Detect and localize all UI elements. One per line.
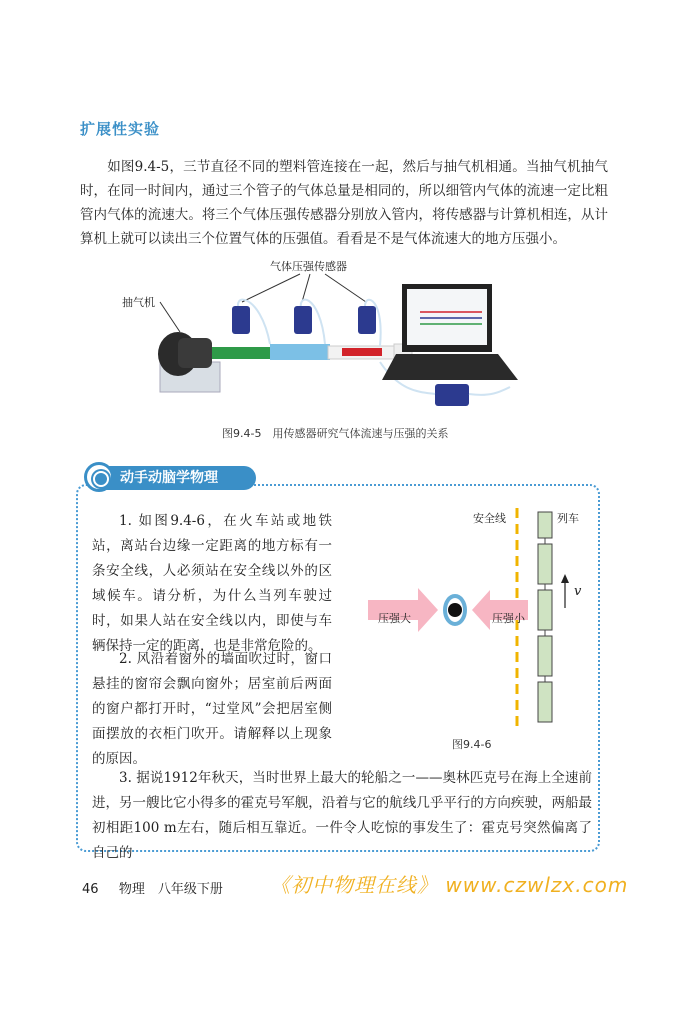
- book-title: 物理 八年级下册: [118, 882, 223, 897]
- figure-9-4-5-caption: 图9.4-5 用传感器研究气体流速与压强的关系: [222, 427, 449, 440]
- watermark: 《初中物理在线》 www.czwlzx.com: [270, 873, 629, 897]
- activity-title: 动手动脑学物理: [86, 466, 256, 490]
- safety-line-label: 安全线: [473, 512, 506, 525]
- target-icon: [93, 471, 109, 487]
- question-1: 1. 如图9.4-6，在火车站或地铁站，离站台边缘一定距离的地方标有一条安全线，人必须站在安全线以外的区域候车。请分析，为什么当列车驶过时，如果人站在安全线以内，即使与车辆保持一定的距离，也是非常危险的。: [92, 513, 332, 654]
- pressure-low-label: 压强小: [492, 612, 525, 625]
- footer: [82, 878, 223, 897]
- velocity-label: v: [574, 584, 582, 599]
- figure-9-4-6-caption: 图9.4-6: [452, 738, 492, 751]
- experiment-illustration: [120, 262, 540, 412]
- figure-9-4-5: [120, 262, 540, 412]
- pump-label: 抽气机: [122, 296, 155, 309]
- sensor-label: 气体压强传感器: [270, 260, 347, 273]
- figure-9-4-6: [360, 508, 590, 751]
- section-title: 扩展性实验: [80, 120, 161, 138]
- intro-paragraph: 如图9.4-5，三节直径不同的塑料管连接在一起，然后与抽气机相通。当抽气机抽气时，在同一时间内，通过三个管子的气体总量是相同的，所以细管内气体的流速一定比粗管内气体的流速大。将三个气体压强传感器分别放入管内，将传感器与计算机相连，从计算机上就可以读出三个位置气体的压强值。看看是不是气体流速大的地方压强小。: [80, 159, 608, 247]
- page-number: 46: [82, 882, 99, 897]
- pressure-high-label: 压强大: [378, 612, 411, 625]
- question-3: 3. 据说1912年秋天，当时世界上最大的轮船之一——奥林匹克号在海上全速前进，另一艘比它小得多的霍克号军舰，沿着与它的航线几乎平行的方向疾驶，两船最初相距100 m左右，随后相互靠近。一件令人吃惊的事发生了：霍克号突然偏离了自己的: [92, 770, 592, 861]
- train-label: 列车: [557, 512, 579, 525]
- question-2: 2. 风沿着窗外的墙面吹过时，窗口悬挂的窗帘会飘向窗外；居室前后两面的窗户都打开时，“过堂风”会把居室侧面摆放的衣柜门吹开。请解释以上现象的原因。: [92, 651, 332, 767]
